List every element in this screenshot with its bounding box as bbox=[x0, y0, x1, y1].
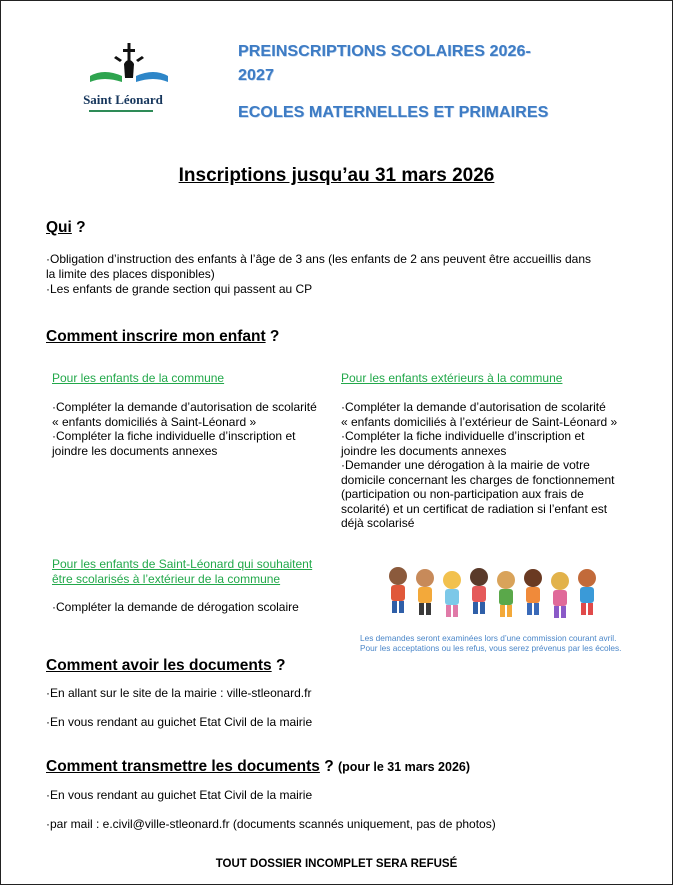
child-figure bbox=[470, 568, 488, 614]
commune-instructions bbox=[52, 400, 317, 458]
link-enfants-commune[interactable]: Pour les enfants de la commune bbox=[52, 371, 225, 385]
commission-note bbox=[360, 633, 660, 653]
qui-text bbox=[46, 252, 591, 297]
deadline-text: (pour le 31 mars 2026) bbox=[338, 760, 471, 774]
saint-leonard-instruction: ·Compléter la demande de dérogation scolaire bbox=[52, 600, 299, 614]
qui-line-3: ·Les enfants de grande section qui passent au CP bbox=[46, 282, 313, 296]
link-line-1[interactable]: Pour les enfants de Saint-Léonard qui souhaitent bbox=[52, 557, 313, 571]
logo-underline bbox=[89, 110, 153, 112]
child-figure bbox=[443, 571, 461, 617]
link-enfants-saint-leonard-exterieur[interactable] bbox=[52, 557, 312, 587]
child-figure bbox=[578, 569, 596, 615]
link-enfants-exterieurs[interactable]: Pour les enfants extérieurs à la commune bbox=[341, 371, 563, 385]
commune-line: ·Compléter la fiche individuelle d’inscription et bbox=[52, 429, 296, 443]
exterieur-line: scolarité) et un certificat de radiation si l’enfant est bbox=[341, 501, 608, 516]
child-figure bbox=[524, 569, 542, 615]
heading-text: Comment inscrire mon enfant bbox=[46, 328, 266, 345]
footer-warning: TOUT DOSSIER INCOMPLET SERA REFUSÉ bbox=[215, 858, 458, 870]
section-heading-transmettre bbox=[46, 758, 470, 776]
header-subtitle: ECOLES MATERNELLES ET PRIMAIRES bbox=[238, 104, 549, 121]
qui-line-1: ·Obligation d’instruction des enfants à l’âge de 3 ans (les enfants de 2 ans peuvent être accueillis dans bbox=[46, 252, 592, 266]
exterieur-line: ·Demander une dérogation à la mairie de votre bbox=[341, 458, 590, 472]
documents-line-2: ·En vous rendant au guichet Etat Civil de la mairie bbox=[46, 715, 313, 729]
children-illustration bbox=[380, 562, 615, 622]
exterieur-line: joindre les documents annexes bbox=[341, 443, 507, 458]
exterieur-line: domicile concernant les charges de fonctionnement bbox=[341, 472, 615, 487]
commune-line: joindre les documents annexes bbox=[52, 443, 218, 458]
link-line-2[interactable]: être scolarisés à l’extérieur de la commune bbox=[52, 572, 281, 586]
heading-text: Qui bbox=[46, 219, 72, 236]
documents-line-1: ·En allant sur le site de la mairie : ville-stleonard.fr bbox=[46, 686, 312, 700]
note-line-2: Pour les acceptations ou les refus, vous serez prévenus par les écoles. bbox=[360, 643, 622, 653]
commune-line: « enfants domiciliés à Saint-Léonard » bbox=[52, 414, 257, 429]
section-heading-qui bbox=[46, 219, 86, 237]
heading-qmark: ? bbox=[271, 657, 286, 674]
qui-line-2: la limite des places disponibles) bbox=[46, 267, 215, 281]
header-title-line1: PREINSCRIPTIONS SCOLAIRES 2026- bbox=[238, 43, 531, 60]
exterieur-line: ·Compléter la fiche individuelle d’inscription et bbox=[341, 429, 585, 443]
heading-qmark: ? bbox=[265, 328, 280, 345]
section-heading-documents bbox=[46, 657, 285, 675]
note-line-1: Les demandes seront examinées lors d’une commission courant avril. bbox=[360, 633, 617, 643]
heading-text: Comment avoir les documents bbox=[46, 657, 272, 674]
transmettre-line-2: ·par mail : e.civil@ville-stleonard.fr (documents scannés uniquement, pas de photos) bbox=[46, 817, 496, 831]
exterieur-line: (participation ou non-participation aux frais de bbox=[341, 487, 584, 501]
child-figure bbox=[497, 571, 515, 617]
heading-text: Comment transmettre les documents bbox=[46, 758, 320, 775]
heading-qmark: ? bbox=[319, 758, 338, 775]
child-figure bbox=[389, 567, 407, 613]
exterieur-line: ·Compléter la demande d’autorisation de scolarité bbox=[341, 400, 606, 414]
heading-qmark: ? bbox=[71, 219, 86, 236]
child-figure bbox=[551, 572, 569, 618]
logo-text: Saint Léonard bbox=[83, 92, 163, 107]
header-title-line2: 2027 bbox=[238, 67, 274, 84]
commune-line: ·Compléter la demande d’autorisation de scolarité bbox=[52, 400, 317, 414]
main-title: Inscriptions jusqu’au 31 mars 2026 bbox=[178, 165, 495, 186]
section-heading-inscrire bbox=[46, 328, 279, 346]
exterieur-line: déjà scolarisé bbox=[341, 516, 415, 530]
child-figure bbox=[416, 569, 434, 615]
exterieur-instructions bbox=[341, 400, 617, 531]
transmettre-line-1: ·En vous rendant au guichet Etat Civil de la mairie bbox=[46, 788, 313, 802]
exterieur-line: « enfants domiciliés à l’extérieur de Saint-Léonard » bbox=[341, 414, 618, 429]
